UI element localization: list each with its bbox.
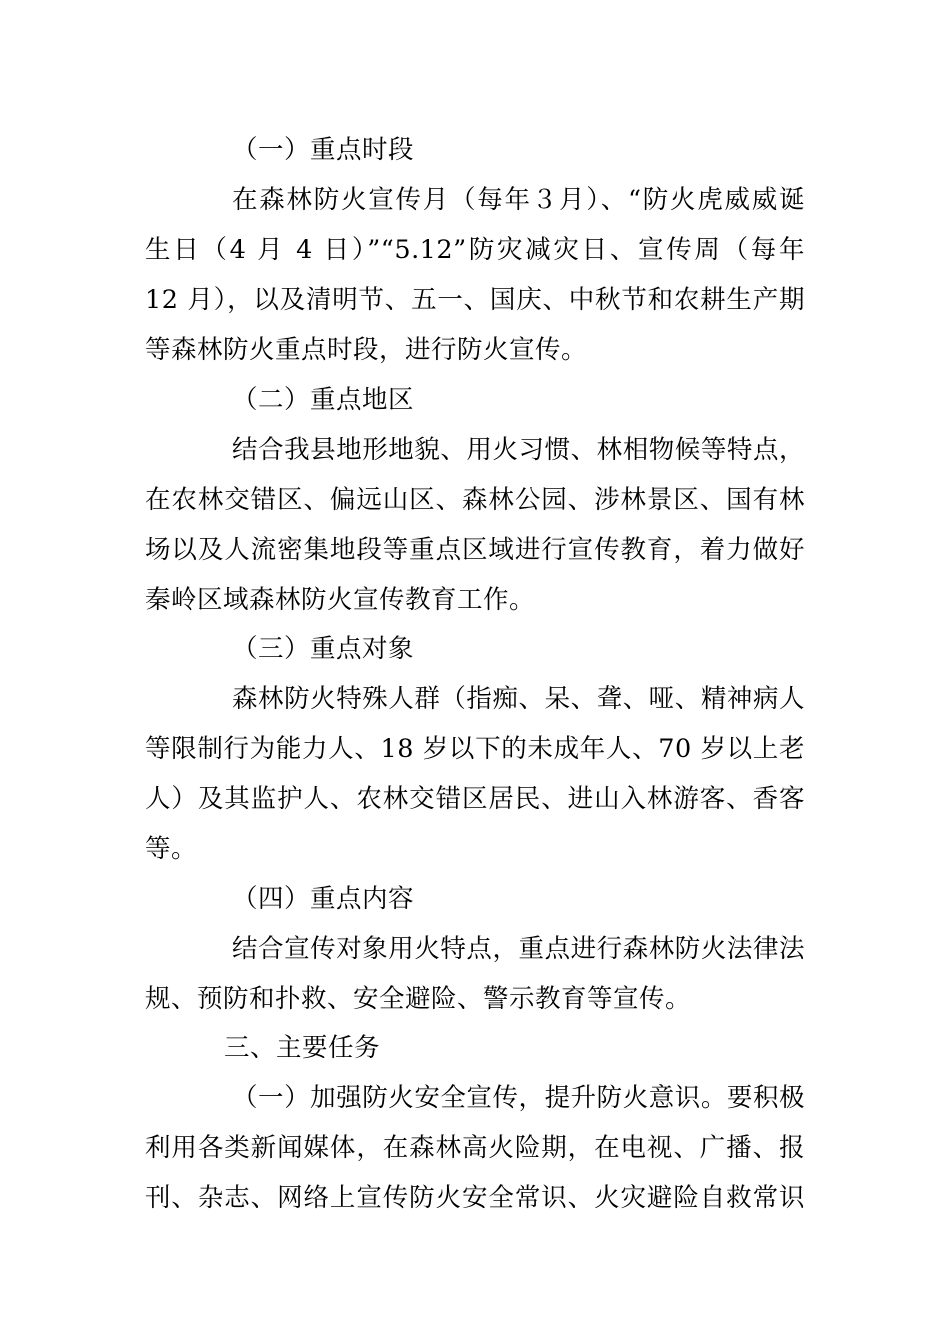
section-heading-main-tasks: 三、主要任务 [224,1033,381,1063]
paragraph-line: 结合宣传对象用火特点，重点进行森林防火法律法 [232,934,805,964]
heading-key-content: （四）重点内容 [232,884,415,914]
heading-key-targets: （三）重点对象 [232,634,415,664]
paragraph-line: 等限制行为能力人、18 岁以下的未成年人、70 岁以上老 [145,734,805,764]
paragraph-line: 森林防火特殊人群（指痴、呆、聋、哑、精神病人 [232,684,805,714]
paragraph-line: 在农林交错区、偏远山区、森林公园、涉林景区、国有林 [145,485,805,515]
heading-key-areas: （二）重点地区 [232,385,415,415]
paragraph-line: 利用各类新闻媒体，在森林高火险期，在电视、广播、报 [145,1133,805,1163]
paragraph-line: 等森林防火重点时段，进行防火宣传。 [145,335,588,365]
paragraph-line: 结合我县地形地貌、用火习惯、林相物候等特点， [232,435,805,465]
paragraph-line: 在森林防火宣传月（每年３月）、“防火虎威威诞 [232,185,805,215]
paragraph-line: 等。 [145,834,198,864]
paragraph-line: 生日（4 月 4 日）”“5.12”防灾减灾日、宣传周（每年 [145,235,805,265]
heading-key-periods: （一）重点时段 [232,135,415,165]
paragraph-line: 12 月），以及清明节、五一、国庆、中秋节和农耕生产期 [145,285,805,315]
paragraph-line: 刊、杂志、网络上宣传防火安全常识、火灾避险自救常识 [145,1183,805,1213]
paragraph-line: 规、预防和扑救、安全避险、警示教育等宣传。 [145,984,692,1014]
paragraph-line: 人）及其监护人、农林交错区居民、进山入林游客、香客 [145,784,805,814]
paragraph-line: 场以及人流密集地段等重点区域进行宣传教育，着力做好 [145,535,805,565]
paragraph-line: 秦岭区域森林防火宣传教育工作。 [145,585,536,615]
paragraph-line: （一）加强防火安全宣传，提升防火意识。要积极 [232,1083,805,1113]
